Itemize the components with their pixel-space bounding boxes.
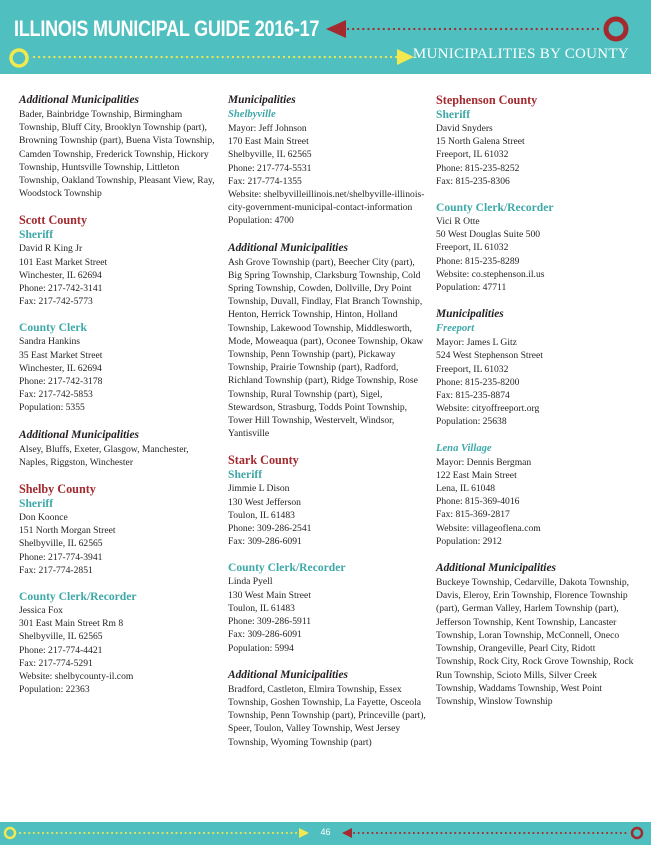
entry-additional <box>19 428 219 469</box>
entry-line: Fax: 217-774-2851 <box>19 564 93 576</box>
entry-line: Fax: 217-742-5853 <box>19 389 93 401</box>
entry-line: Freeport, IL 61032 <box>436 149 509 161</box>
entry-additional-tight <box>228 93 428 108</box>
entry-line: Fax: 815-235-8306 <box>436 175 510 187</box>
entry-line: Phone: 815-369-4016 <box>436 496 520 508</box>
county-heading: Scott County <box>19 213 88 228</box>
entry-paragraph: Bradford, Castleton, Elmira Township, Essex Township, Goshen Township, La Fayette, Osceola Township, Penn Township (part), Princeville (part), Speer, Toulon, Valley Township, West Jersey Township, Wyoming Township (part) <box>228 683 426 748</box>
entry-additional <box>228 241 428 441</box>
entry-line: Website: villageoflena.com <box>436 522 541 534</box>
entry-line: Don Koonce <box>19 512 68 524</box>
entry-line: Phone: 217-742-3178 <box>19 376 103 388</box>
entry-line: Population: 22363 <box>19 684 90 696</box>
entry-line: Population: 5355 <box>19 402 85 414</box>
entry-line: 524 West Stephenson Street <box>436 350 543 362</box>
column-right <box>436 93 636 721</box>
entry-line: Freeport, IL 61032 <box>436 242 509 254</box>
section-heading: Additional Municipalities <box>19 428 139 441</box>
county-heading: Shelby County <box>19 482 96 497</box>
entry-line: Shelbyville, IL 62565 <box>19 538 103 550</box>
entry-role <box>436 108 636 188</box>
entry-line: 130 West Main Street <box>228 589 311 601</box>
office-heading: Sheriff <box>19 228 54 242</box>
entry-line: Winchester, IL 62694 <box>19 269 102 281</box>
county-heading: Stephenson County <box>436 93 538 107</box>
entry-role <box>19 228 219 308</box>
entry-line: 170 East Main Street <box>228 136 309 148</box>
column-left <box>19 93 219 710</box>
entry-line: 301 East Main Street Rm 8 <box>19 618 124 630</box>
section-heading: Additional Municipalities <box>436 562 556 575</box>
entry-line: 130 West Jefferson <box>228 496 301 508</box>
entry-line: Phone: 309-286-5911 <box>228 616 312 628</box>
entry-line: Mayor: Jeff Johnson <box>228 123 307 134</box>
entry-line: Shelbyville, IL 62565 <box>19 631 103 643</box>
entry-line: Mayor: James L Gitz <box>436 337 517 349</box>
entry-role <box>19 590 219 696</box>
entry-line: Population: 2912 <box>436 535 502 547</box>
entry-line: Website: shelbycounty-il.com <box>19 671 134 683</box>
entry-line: Mayor: Dennis Bergman <box>436 456 532 468</box>
entry-additional <box>436 561 636 708</box>
city-heading: Shelbyville <box>228 109 276 120</box>
entry-line: Phone: 815-235-8252 <box>436 162 520 174</box>
entry-line: Shelbyville, IL 62565 <box>228 149 312 161</box>
entry-line: Lena, IL 61048 <box>436 483 496 495</box>
entry-paragraph: Buckeye Township, Cedarville, Dakota Township, Davis, Eleroy, Erin Township, Florence Township (part), German Valley, Harlem Township (part), Jefferson Township, Kent Township, Lancaster Township, Loran Township, McConnell, Oneco Township, Orangeville, Pearl City, Ridott Township, Rock City, Rock Grove Township, Rock Run Township, Scioto Mills, Silver Creek Township, Waddams Township, West Point Township, Winslow Township <box>436 577 634 707</box>
column-middle <box>228 93 428 762</box>
entry-line: Jessica Fox <box>19 605 63 617</box>
entry-county <box>19 213 219 228</box>
office-heading: Sheriff <box>436 108 471 121</box>
section-heading: Additional Municipalities <box>228 668 348 681</box>
entry-city <box>228 108 428 228</box>
entry-paragraph: Website: shelbyvilleillinois.net/shelbyville-illinois-city-government-municipal-contact-information <box>228 189 425 214</box>
office-heading: County Clerk/Recorder <box>19 590 137 604</box>
entry-line: David Snyders <box>436 123 493 134</box>
entry-county <box>228 453 428 468</box>
entry-line: Population: 25638 <box>436 416 507 428</box>
entry-county <box>19 482 219 497</box>
entry-additional-tight <box>436 307 636 322</box>
entry-line: Phone: 217-774-3941 <box>19 551 103 563</box>
office-heading: Sheriff <box>228 468 263 482</box>
entry-line: Fax: 217-774-5291 <box>19 657 93 669</box>
entry-line: Fax: 815-369-2817 <box>436 509 510 521</box>
section-heading: Additional Municipalities <box>19 94 139 106</box>
entry-line: Website: cityoffreeport.org <box>436 403 540 415</box>
page-title: ILLINOIS MUNICIPAL GUIDE 2016-17 <box>14 16 320 41</box>
target-ring-icon <box>606 19 626 39</box>
entry-line: Phone: 815-235-8289 <box>436 255 520 267</box>
entry-line: Vici R Otte <box>436 216 480 228</box>
entry-line: 15 North Galena Street <box>436 136 525 148</box>
entry-paragraph: Bader, Bainbridge Township, Birmingham Township, Bluff City, Brooklyn Township (part), Browning Township (part), Buena Vista Township, Camden Township, Frederick Township, Hickory Township, Huntsville Township, Littleton Township, Oakland Township, Pleasant View, Ray, Woodstock Township <box>19 109 215 200</box>
yellow-ring-icon <box>11 50 27 66</box>
entry-line: 151 North Morgan Street <box>19 525 116 537</box>
page-subtitle: MUNICIPALITIES BY COUNTY <box>412 46 629 62</box>
entry-line: Sandra Hankins <box>19 336 81 348</box>
office-heading: Sheriff <box>19 497 54 511</box>
office-heading: County Clerk <box>19 321 87 335</box>
entry-line: Phone: 217-774-4421 <box>19 644 103 656</box>
entry-line: Winchester, IL 62694 <box>19 362 102 374</box>
entry-additional <box>19 93 219 200</box>
entry-paragraph: Ash Grove Township (part), Beecher City (part), Big Spring Township, Clarksburg Township, Cold Spring Township, Cowden, Dollville, Dry Point Township, Duvall, Findlay, Flat Branch Township, Henton, Herrick Township, Hinton, Holland Township, Lakewood Township, Middlesworth, Mode, Moweaqua (part), Oconee Township, Okaw Township, Penn Township (part), Pickaway Township, Prairie Township (part), Radford, Richland Township (part), Ridge Township, Rose Township, Rural Township (part), Sigel, Stewardson, Strasburg, Todds Point Township, Tower Hill Township, Westervelt, Windsor, Yantisville <box>228 256 424 440</box>
city-heading: Lena Village <box>436 442 492 454</box>
entry-additional <box>228 668 428 749</box>
entry-role <box>19 321 219 414</box>
county-heading: Stark County <box>228 453 299 468</box>
entry-line: 35 East Market Street <box>19 349 103 361</box>
section-heading: Additional Municipalities <box>228 241 348 254</box>
entry-county <box>436 93 636 108</box>
entry-line: 101 East Market Street <box>19 256 108 268</box>
entry-line: 122 East Main Street <box>436 469 517 481</box>
entry-line: David R King Jr <box>19 243 83 255</box>
entry-role <box>19 497 219 577</box>
entry-line: Jimmie L Dison <box>228 483 290 495</box>
entry-line: Fax: 217-774-1355 <box>228 175 302 187</box>
entry-line: Phone: 217-774-5531 <box>228 162 312 174</box>
entry-line: Freeport, IL 61032 <box>436 363 509 375</box>
entry-role <box>436 201 636 294</box>
entry-line: Linda Pyell <box>228 576 273 588</box>
entry-line: Phone: 217-742-3141 <box>19 283 103 295</box>
office-heading: County Clerk/Recorder <box>436 201 554 215</box>
section-heading: Municipalities <box>436 308 504 321</box>
entry-line: Population: 4700 <box>228 215 294 227</box>
entry-line: Phone: 309-286-2541 <box>228 523 312 535</box>
entry-line: Toulon, IL 61483 <box>228 602 295 614</box>
entry-line: Toulon, IL 61483 <box>228 509 295 521</box>
entry-line: Population: 47711 <box>436 282 507 294</box>
entry-line: 50 West Douglas Suite 500 <box>436 229 541 241</box>
entry-line: Phone: 815-235-8200 <box>436 376 520 388</box>
right-arrow-icon <box>397 49 414 65</box>
entry-city <box>436 322 636 428</box>
entry-role <box>228 561 428 654</box>
entry-paragraph: Alsey, Bluffs, Exeter, Glasgow, Manchester, Naples, Riggston, Winchester <box>19 443 189 468</box>
left-arrow-icon <box>326 20 346 38</box>
entry-role <box>228 468 428 548</box>
entry-line: Fax: 815-235-8874 <box>436 390 510 402</box>
office-heading: County Clerk/Recorder <box>228 561 346 575</box>
entry-line: Fax: 309-286-6091 <box>228 629 302 641</box>
entry-line: Fax: 309-286-6091 <box>228 536 302 548</box>
city-heading: Freeport <box>436 323 475 335</box>
page-number: 46 <box>320 827 331 837</box>
entry-line: Fax: 217-742-5773 <box>19 296 93 308</box>
entry-line: Population: 5994 <box>228 642 294 654</box>
entry-city <box>436 442 636 548</box>
entry-line: Website: co.stephenson.il.us <box>436 268 545 280</box>
section-heading: Municipalities <box>228 94 296 106</box>
